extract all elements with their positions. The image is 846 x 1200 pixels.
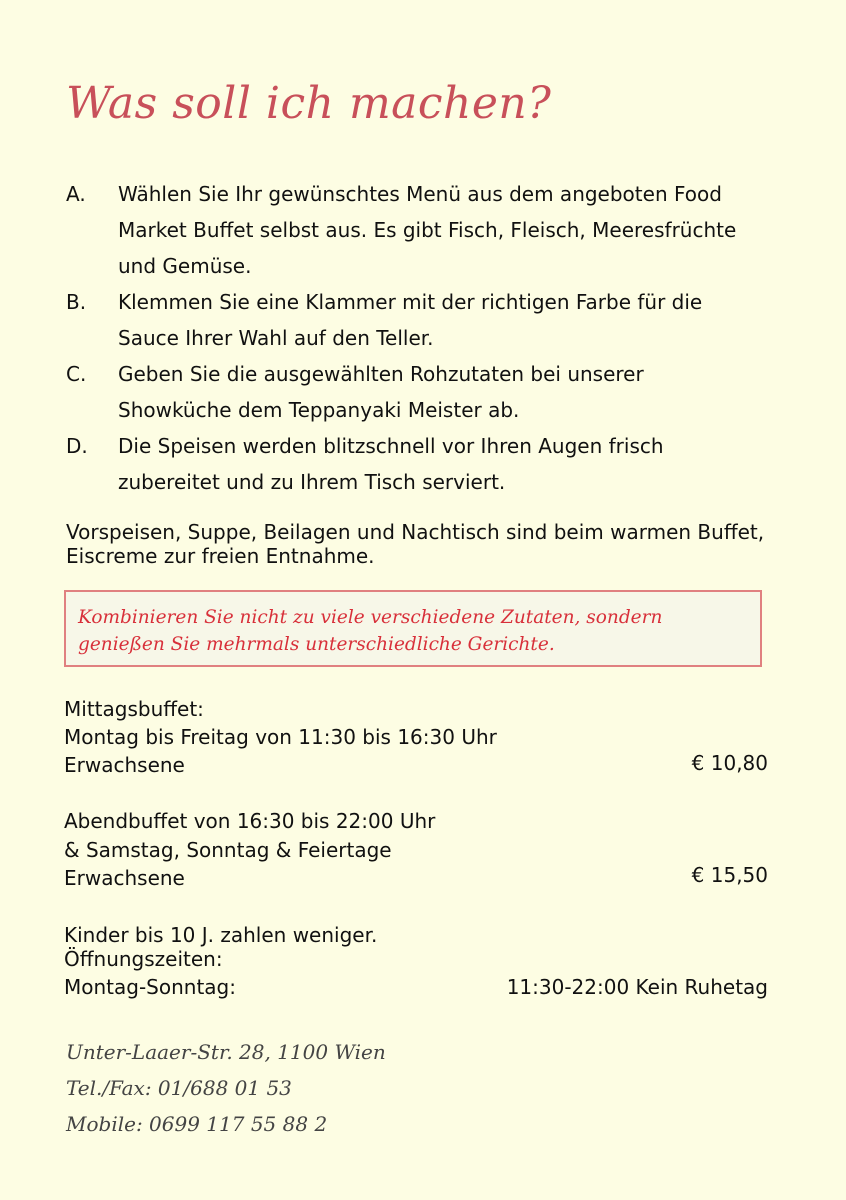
tip-box [64,590,762,667]
dinner-hours: & Samstag, Sonntag & Feiertage [64,838,392,862]
step-letter: D. [66,434,88,458]
address: Unter-Laaer-Str. 28, 1100 Wien [66,1040,386,1064]
buffet-note: Vorspeisen, Suppe, Beilagen und Nachtisch sind beim warmen Buffet, Eiscreme zur freien Entnahme. [66,520,765,568]
dinner-heading: Abendbuffet von 16:30 bis 22:00 Uhr [64,809,436,833]
tip-text: Kombinieren Sie nicht zu viele verschiedene Zutaten, sondern genießen Sie mehrmals unterschiedliche Gerichte. [78,607,663,655]
children-note: Kinder bis 10 J. zahlen weniger. [64,923,378,947]
opening-days: Montag-Sonntag: [64,975,236,999]
step-letter: A. [66,182,86,206]
step-text: Klemmen Sie eine Klammer mit der richtigen Farbe für die Sauce Ihrer Wahl auf den Teller. [118,290,703,350]
dinner-label: Erwachsene [64,866,185,890]
step-text: Wählen Sie Ihr gewünschtes Menü aus dem angeboten Food Market Buffet selbst aus. Es gibt Fisch, Fleisch, Meeresfrüchte und Gemüse. [118,182,737,278]
lunch-heading: Mittagsbuffet: [64,697,204,721]
list-item [66,428,786,500]
instruction-list [66,176,786,500]
mobile: Mobile: 0699 117 55 88 2 [66,1112,328,1136]
page-title: Was soll ich machen? [66,78,552,129]
lunch-price: € 10,80 [691,751,768,775]
list-item [66,284,786,356]
list-item [66,356,786,428]
step-letter: C. [66,362,87,386]
list-item [66,176,786,284]
step-text: Geben Sie die ausgewählten Rohzutaten bei unserer Showküche dem Teppanyaki Meister ab. [118,362,644,422]
step-text: Die Speisen werden blitzschnell vor Ihren Augen frisch zubereitet und zu Ihrem Tisch serviert. [118,434,664,494]
lunch-hours: Montag bis Freitag von 11:30 bis 16:30 Uhr [64,725,497,749]
dinner-price: € 15,50 [691,863,768,887]
phone: Tel./Fax: 01/688 01 53 [66,1076,292,1100]
lunch-label: Erwachsene [64,753,185,777]
opening-times: 11:30-22:00 Kein Ruhetag [506,975,768,999]
opening-heading: Öffnungszeiten: [64,947,223,971]
step-letter: B. [66,290,87,314]
